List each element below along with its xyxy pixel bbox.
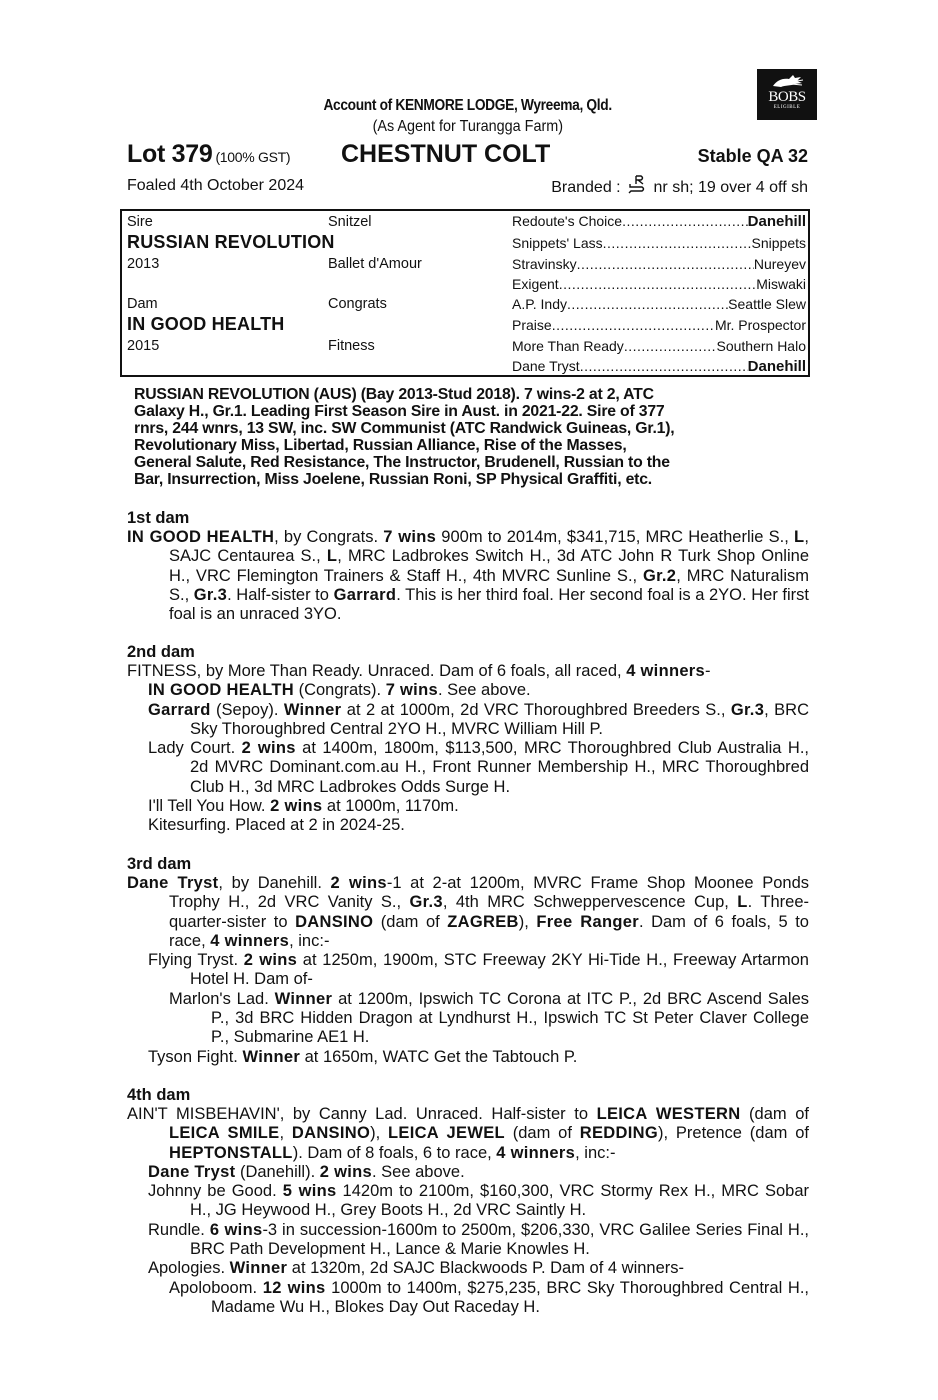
bold-highlight: Garrard (148, 700, 211, 719)
bold-highlight: Winner (229, 1259, 288, 1278)
bold-highlight: HEPTONSTALL (169, 1143, 293, 1162)
grandparent-row: More Than Ready ..... Southern Halo (512, 338, 806, 354)
dam-year: 2015 (127, 338, 160, 354)
bold-highlight: 4 winners (496, 1143, 576, 1162)
bold-highlight: Gr.3 (409, 893, 443, 912)
dam-name: IN GOOD HEALTH (127, 314, 285, 334)
progeny-item: Rundle. 6 wins-3 in succession-1600m to 2500m, $206,330, VRC Galilee Series Final H., BRC Path Development H., Lance & Marie Knowles H. (148, 1220, 809, 1259)
grandparent-row: Snippets' Lass ..... Snippets (512, 235, 806, 251)
bold-highlight: 4 winners (626, 662, 705, 680)
dam-intro: Dane Tryst, by Danehill. 2 wins-1 at 2-at 1200m, MVRC Frame Shop Moonee Ponds Trophy H., 2d VRC Vanity S., Gr.3, 4th MRC Schweppervescence Cup, L. Three-quarter-sister to DANSINO (dam of ZAGREB), Free Ranger. Dam of 6 foals, 5 to race, 4 winners, inc:- (127, 874, 810, 950)
grandparent-row: Stravinsky ..... Nureyev (512, 256, 806, 272)
sire-summary (134, 386, 804, 488)
bold-highlight: 2 wins (241, 739, 296, 758)
progeny-item: Apologies. Winner at 1320m, 2d SAJC Blackwoods P. Dam of 4 winners- (148, 1259, 685, 1278)
pedigree-table (120, 209, 810, 377)
sire-dam: Ballet d'Amour (328, 256, 422, 272)
dam-dam: Fitness (328, 338, 375, 354)
branded-info: Branded : nr sh; 19 over 4 off sh (551, 174, 808, 197)
bold-highlight: Gr.3 (193, 585, 228, 604)
grandparent-row: A.P. Indy ..... Seattle Slew (512, 296, 806, 312)
section-heading: 2nd dam (127, 643, 195, 661)
bold-highlight: ZAGREB (447, 912, 519, 931)
bold-highlight: 2 wins (270, 797, 323, 816)
dam-intro: AIN'T MISBEHAVIN', by Canny Lad. Unraced. Half-sister to LEICA WESTERN (dam of LEICA SMILE, DANSINO), LEICA JEWEL (dam of REDDING), Pretence (dam of HEPTONSTALL). Dam of 8 foals, 6 to race, 4 winners, inc:- (127, 1105, 809, 1162)
sire-summary-line: Bar, Insurrection, Miss Joelene, Russian Roni, SP Physical Graffiti, etc. (134, 471, 652, 488)
second-dam-section (127, 643, 809, 836)
progeny-item: Johnny be Good. 5 wins 1420m to 2100m, $160,300, VRC Stormy Rex H., MRC Sobar H., JG Heywood H., Grey Boots H., 2d VRC Saintly H. (148, 1182, 809, 1220)
progeny-item: Tyson Fight. Winner at 1650m, WATC Get the Tabtouch P. (148, 1047, 578, 1066)
agent-line: (As Agent for Turangga Farm) (372, 118, 563, 135)
bold-highlight: Garrard (333, 585, 397, 604)
logo-text: BOBS (768, 89, 806, 105)
progeny-item: Apoloboom. 12 wins 1000m to 1400m, $275,235, BRC Sky Thoroughbred Central H., Madame Wu H., Blokes Day Out Raceday H. (169, 1278, 809, 1316)
sire-year: 2013 (127, 256, 160, 272)
vendor-line: Account of KENMORE LODGE, Wyreema, Qld. (323, 97, 612, 114)
sire-sire: Snitzel (328, 214, 372, 230)
lot-title: CHESTNUT COLT (341, 140, 551, 168)
progeny-item: Kitesurfing. Placed at 2 in 2024-25. (148, 816, 405, 835)
bold-highlight: 5 wins (282, 1182, 337, 1201)
sire-summary-line: Revolutionary Miss, Libertad, Russian Alliance, Rise of the Masses, (134, 437, 627, 454)
grandparent-row: Dane Tryst ..... Danehill (512, 358, 806, 375)
dam-intro: FITNESS, by More Than Ready. Unraced. Dam of 6 foals, all raced, 4 winners- (127, 662, 711, 680)
grandparent-row: Exigent ..... Miswaki (512, 276, 806, 292)
sire-summary-line: RUSSIAN REVOLUTION (AUS) (Bay 2013-Stud 2018). 7 wins-2 at 2, ATC (134, 386, 654, 403)
bold-highlight: 2 wins (330, 874, 387, 892)
bold-highlight: 2 wins (319, 1162, 372, 1181)
bold-highlight: 4 winners (210, 931, 290, 950)
dam-sire: Congrats (328, 296, 387, 312)
bold-highlight: LEICA JEWEL (388, 1124, 505, 1143)
brand-mark-icon (627, 174, 647, 194)
fourth-dam-section (127, 1086, 809, 1317)
bold-highlight: 2 wins (243, 951, 298, 970)
bold-highlight: LEICA SMILE (169, 1124, 280, 1143)
progeny-item: IN GOOD HEALTH (Congrats). 7 wins. See above. (148, 681, 531, 700)
section-heading: 1st dam (127, 509, 190, 527)
lot-header (127, 140, 808, 170)
first-dam-section (127, 509, 809, 624)
progeny-item: Flying Tryst. 2 wins at 1250m, 1900m, STC Freeway 2KY Hi-Tide H., Freeway Artarmon Hotel H. Dam of- (148, 951, 809, 989)
bold-highlight: Dane Tryst (127, 874, 219, 892)
stable-number: Stable QA 32 (697, 146, 808, 166)
logo-subtext: ELIGIBLE (773, 105, 801, 110)
section-heading: 3rd dam (127, 855, 192, 873)
bold-highlight: Free Ranger (536, 912, 639, 931)
horse-head-icon (769, 72, 805, 90)
bold-highlight: DANSINO (291, 1124, 371, 1143)
bold-highlight: IN GOOD HEALTH (148, 681, 294, 700)
progeny-item: Dane Tryst (Danehill). 2 wins. See above. (148, 1162, 465, 1181)
sire-label: Sire (127, 214, 153, 230)
sire-summary-line: Galaxy H., Gr.1. Leading First Season Sire in Aust. in 2021-22. Sire of 377 (134, 403, 665, 420)
bold-highlight: 7 wins (385, 681, 438, 700)
bold-highlight: 7 wins (383, 528, 437, 546)
bold-highlight: Dane Tryst (148, 1162, 236, 1181)
bold-highlight: 6 wins (209, 1220, 263, 1239)
bold-highlight: REDDING (579, 1124, 658, 1143)
progeny-item: Lady Court. 2 wins at 1400m, 1800m, $113,500, MRC Thoroughbred Club Australia H., 2d MVRC Dominant.com.au H., Front Runner Membership H., MRC Thoroughbred Club H., 3d MRC Ladbrokes Odds Surge H. (148, 739, 809, 796)
bold-highlight: Gr.2 (642, 566, 677, 585)
lot-number: Lot 379 (100% GST) (127, 140, 291, 168)
section-heading: 4th dam (127, 1086, 191, 1104)
bold-highlight: DANSINO (295, 912, 374, 931)
bold-highlight: L (794, 528, 805, 546)
bold-highlight: LEICA WESTERN (596, 1105, 741, 1123)
bold-highlight: L (737, 893, 748, 912)
progeny-item: Marlon's Lad. Winner at 1200m, Ipswich TC Corona at ITC P., 2d BRC Ascend Sales P., 3d BRC Hidden Dragon at Lyndhurst H., Ipswich TC St Peter Claver College P., Submarine AE1 H. (169, 989, 809, 1047)
gst-note: (100% GST) (215, 149, 291, 165)
dam-label: Dam (127, 296, 158, 312)
bold-highlight: Winner (283, 700, 342, 719)
progeny-item: I'll Tell You How. 2 wins at 1000m, 1170m. (148, 797, 459, 816)
dam-paragraph: IN GOOD HEALTH, by Congrats. 7 wins 900m to 2014m, $341,715, MRC Heatherlie S., L, SAJC Centaurea S., L, MRC Ladbrokes Switch H., 3d ATC John R Turk Shop Online H., VRC Flemington Trainers & Staff H., 4th MVRC Sunline S., Gr.2, MRC Naturalism S., Gr.3. Half-sister to Garrard. This is her third foal. Her second foal is a 2YO. Her first foal is an unraced 3YO. (127, 528, 810, 624)
sire-name: RUSSIAN REVOLUTION (127, 232, 335, 252)
bold-highlight: IN GOOD HEALTH (127, 528, 275, 546)
grandparent-row: Redoute's Choice ..... Danehill (512, 213, 806, 230)
bold-highlight: L (326, 547, 338, 566)
bold-highlight: Winner (274, 989, 333, 1008)
bold-highlight: Winner (242, 1047, 301, 1066)
bold-highlight: 12 wins (262, 1278, 326, 1297)
third-dam-section (127, 855, 809, 1067)
progeny-item: Garrard (Sepoy). Winner at 2 at 1000m, 2d VRC Thoroughbred Breeders S., Gr.3, BRC Sky Thoroughbred Central 2YO H., MVRC William Hill P. (148, 700, 809, 738)
sire-summary-line: General Salute, Red Resistance, The Instructor, Brudenell, Russian to the (134, 454, 670, 471)
foaled-date: Foaled 4th October 2024 (127, 177, 305, 194)
sire-summary-line: rnrs, 244 wnrs, 13 SW, inc. SW Communist (ATC Randwick Guineas, Gr.1), (134, 420, 675, 437)
grandparent-row: Praise ..... Mr. Prospector (512, 317, 806, 333)
bold-highlight: Gr.3 (730, 700, 765, 719)
